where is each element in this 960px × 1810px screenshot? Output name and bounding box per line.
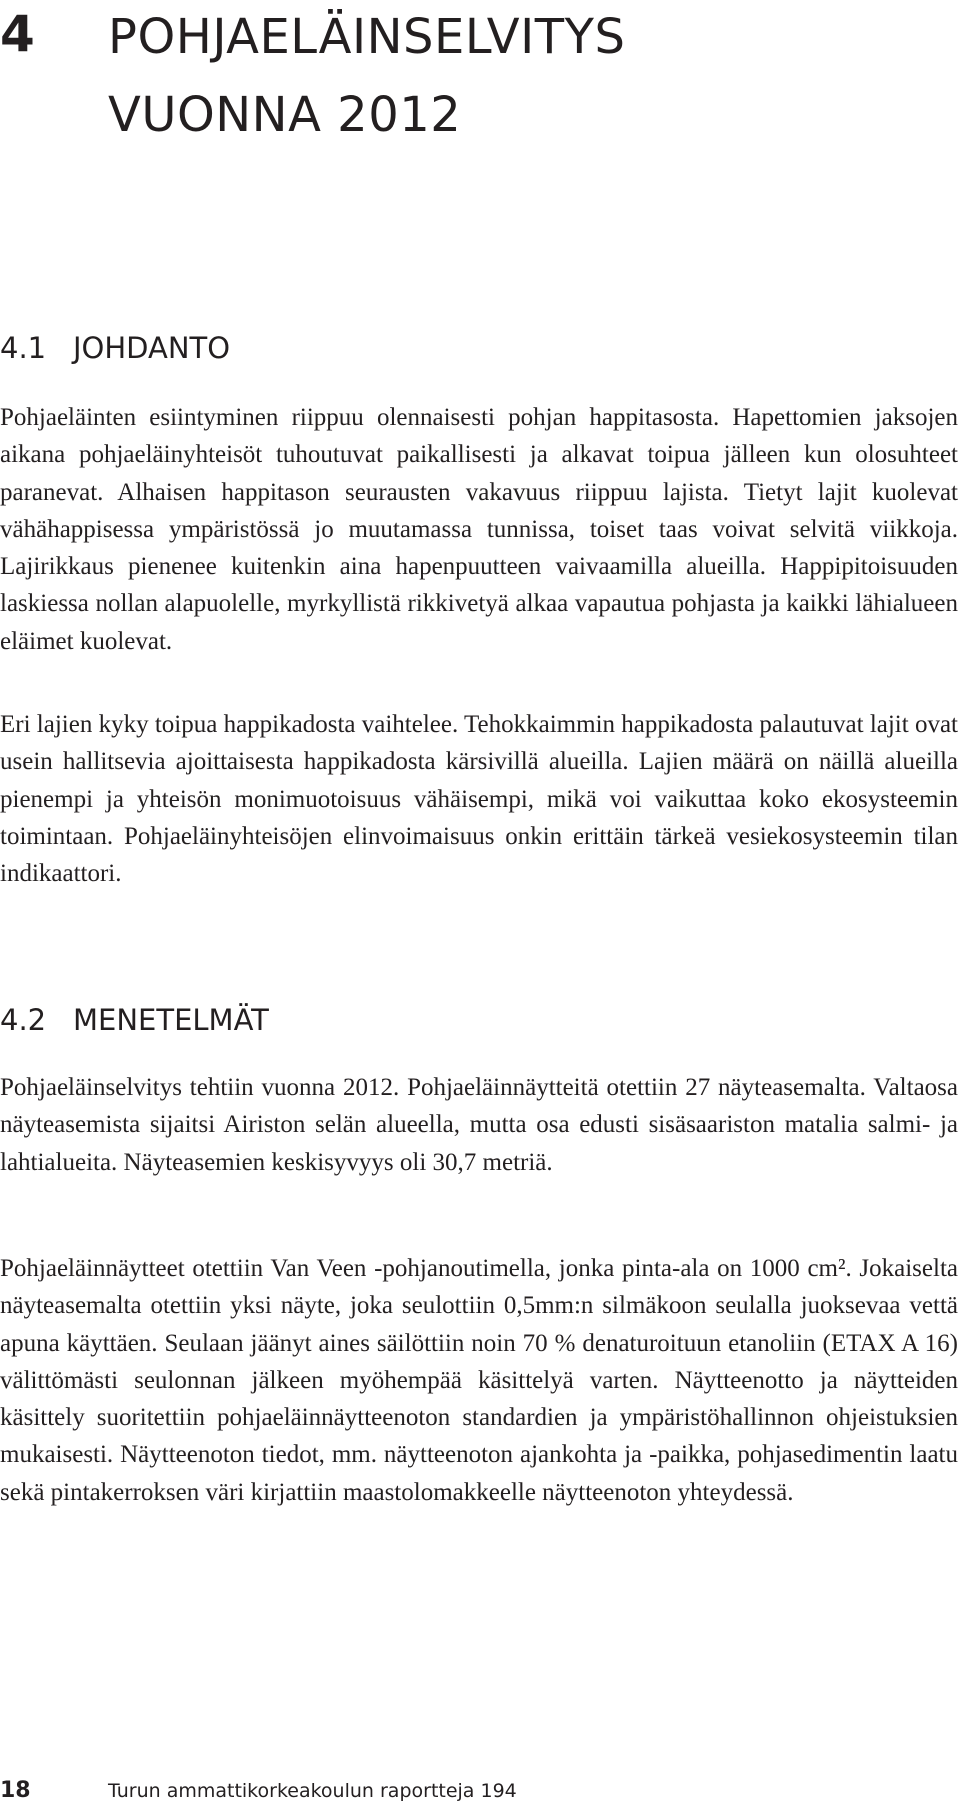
page-number: 18 — [0, 1778, 31, 1803]
chapter-title-line-2: VUONNA 2012 — [108, 87, 462, 143]
chapter-title-line-1: POHJAELÄINSELVITYS — [108, 9, 626, 65]
publication-name: Turun ammattikorkeakoulun raportteja 194 — [108, 1780, 517, 1802]
chapter-number: 4 — [0, 5, 34, 63]
section-heading-johdanto — [0, 331, 230, 365]
paragraph-johdanto-1: Pohjaeläinten esiintyminen riippuu olennaisesti pohjan happitasosta. Hapettomien jaksojen aikana pohjaeläinyhteisöt tuhoutuvat paikallisesti ja alkavat toipua jälleen kun olosuhteet paranevat. Alhaisen happitason seurausten vakavuus riippuu lajista. Tietyt lajit kuolevat vähähappisessa ympäristössä jo muutamassa tunnissa, toiset taas voivat selvitä viikkoja. Lajirikkaus pienenee kuitenkin aina hapenpuutteen vaivaamilla alueilla. Happipitoisuuden laskiessa nollan alapuolelle, myrkyllistä rikkivetyä alkaa vapautua pohjasta ja kaikki lähialueen eläimet kuolevat. — [0, 404, 958, 655]
section-title: JOHDANTO — [73, 331, 231, 365]
section-title: MENETELMÄT — [73, 1003, 269, 1037]
chapter-title — [108, 0, 625, 154]
paragraph-menetelmat-2: Pohjaeläinnäytteet otettiin Van Veen -pohjanoutimella, jonka pinta-ala on 1000 cm². Jokaiselta näyteasemalta otettiin yksi näyte, joka seulottiin 0,5mm:n silmäkoon seulalla juoksevaa vettä apuna käyttäen. Seulaan jäänyt aines säilöttiin noin 70 % denaturoituun etanoliin (ETAX A 16) välittömästi seulonnan jälkeen myöhempää käsittelyä varten. Näytteenotto ja näytteiden käsittely suoritettiin pohjaeläinnäytteenoton standardien ja ympäristöhallinnon ohjeistuksien mukaisesti. Näytteenoton tiedot, mm. näytteenoton ajankohta ja -paikka, pohjasedimentin laatu sekä pintakerroksen väri kirjattiin maastolomakkeelle näytteenoton yhteydessä. — [0, 1255, 958, 1506]
section-heading-menetelmat — [0, 1003, 269, 1037]
page-footer — [0, 1778, 517, 1803]
paragraph-johdanto-2: Eri lajien kyky toipua happikadosta vaihtelee. Tehokkaimmin happikadosta palautuvat lajit ovat usein hallitsevia ajoittaisesta happikadosta kärsivillä alueilla. Lajien määrä on näillä alueilla pienempi ja yhteisön monimuotoisuus vähäisempi, mikä voi vaikuttaa koko ekosysteemin toimintaan. Pohjaeläinyhteisöjen elinvoimaisuus onkin erittäin tärkeä vesiekosysteemin tilan indikaattori. — [0, 711, 958, 888]
paragraph-menetelmat-1: Pohjaeläinselvitys tehtiin vuonna 2012. Pohjaeläinnäytteitä otettiin 27 näyteasemalta. Valtaosa näyteasemista sijaitsi Airiston selän alueella, mutta osa edusti sisäsaariston matalia salmi- ja lahtialueita. Näyteasemien keskisyvyys oli 30,7 metriä. — [0, 1074, 958, 1176]
section-number: 4.2 — [0, 1003, 47, 1037]
section-number: 4.1 — [0, 331, 47, 365]
chapter-heading — [0, 4, 625, 154]
